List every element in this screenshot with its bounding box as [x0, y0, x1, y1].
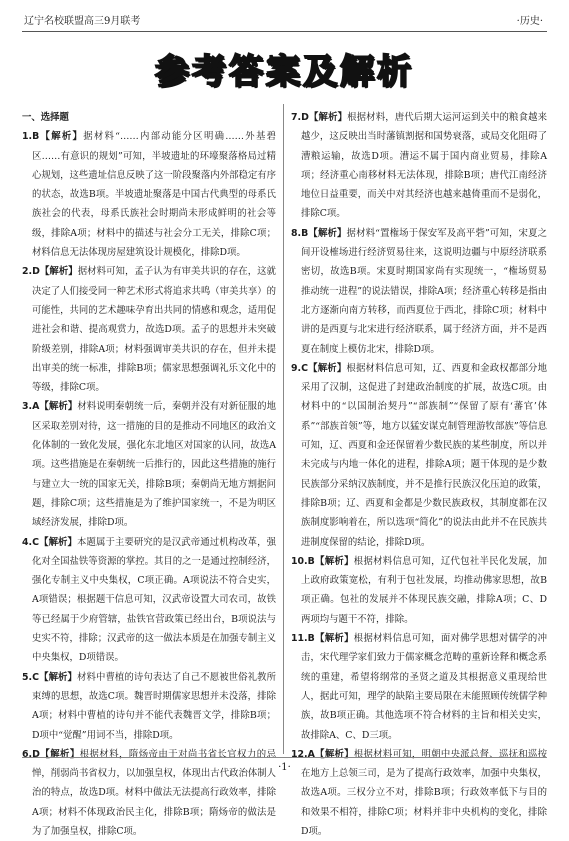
analysis-text: 材料中曹植的诗句表达了自己不愿被世俗礼教所束缚的思想，故选C项。魏晋时期儒家思想并未没落，排除A项；材料中曹植的诗句并不能代表魏晋文学，排除B项；D项中“觉醒”用词不当，排除D项。 — [32, 671, 276, 741]
item-number: 6. — [22, 748, 33, 760]
item-number: 9. — [291, 362, 302, 374]
item-answer: D — [32, 266, 40, 278]
analysis-tag: 【解析】 — [39, 266, 78, 278]
item-answer: A — [32, 401, 40, 413]
analysis-text: 根据材料信息可知，辽、西夏和金政权都部分地采用了汉制，这促进了封建政治制度的扩展，故选C项。由材料中的“以国制治契丹”“部族制”“保留了原有‘蕃官’体系”“部族首领”等，地方以猛安谋克制管理游牧部族”等信息可知，辽、西夏和金还保留着少数民族的某些制度，所以并未完成与内地一体化的进程，排除A项；题干体现的是少数民族部分采纳汉族制度，并不是推行民族汉化压迫的政策，排除B项；辽、西夏和金都是少数民族政权，其制度都在汉族制度影响着在，所以选项“简化”的说法由此并不在民族共进制度保留的结论，排除D项。 — [301, 362, 547, 548]
analysis-text: 本题属于主要研究的是汉武帝通过机构改革，强化对全国盐铁等资源的掌控。其目的之一是通过控制经济，强化专制主义中央集权，C项正确。A项说法不符合史实，A项错误；根据题干信息可知，汉武帝设置大司农司，故铁等已经属于少府管辖，盐铁官营政策已经出台，B项说法与史实不符，排除；汉武帝的这一做法本质是在加强专制主义中央集权，D项错误。 — [32, 536, 276, 664]
answer-item — [291, 224, 547, 359]
right-column — [291, 108, 547, 837]
section-heading: 一、选择题 — [22, 112, 69, 123]
item-answer: C — [32, 671, 39, 683]
item-answer: B — [307, 555, 315, 567]
item-number: 10. — [291, 555, 308, 567]
item-number: 3. — [22, 401, 33, 413]
item-number: 2. — [22, 266, 33, 278]
analysis-text: 根据材料，隋炀帝由于对尚书省长官权力的忌惮，削弱尚书省权力，以加强皇权，体现出古代政治体制人治的特点，故选D项。材料中做法无法提高行政效率，排除A项；材料不体现政治民主化，排除B项；隋炀帝的做法是为了加强皇权，排除C项。 — [32, 748, 276, 837]
answer-item — [22, 397, 276, 532]
item-answer: A — [307, 748, 315, 760]
header-divider — [22, 31, 547, 32]
answer-item — [291, 108, 547, 224]
answer-item — [22, 262, 276, 397]
analysis-tag: 【解析】 — [308, 227, 347, 239]
item-number: 12. — [291, 748, 308, 760]
answer-item — [291, 359, 547, 552]
analysis-text: 根据材料信息可知，面对佛学思想对儒学的冲击，宋代理学家们致力于儒家概念范畴的重新诠释和概念系统的重建，希望将纲常的圣贤之道及其根据意义重现给世人，据此可知，理学的缺陷主要局限在未能照顾传统儒学种族，故B项正确。其他选项不符合材料的主旨和相关史实，故排除A、C、D三项。 — [301, 633, 547, 741]
answer-item — [291, 629, 547, 745]
item-answer: B — [301, 227, 309, 239]
item-number: 4. — [22, 536, 33, 548]
item-answer: D — [32, 748, 40, 760]
analysis-text: 据材料“……内部动能分区明确……外基碧区……有意识的规划”可知，半坡遗址的环壕聚落格局过精心规划，这些遗址信息反映了这一阶段聚落内外部稳定有序的状态，故选B项。半坡遗址聚落是中国古代典型的母系氏族社会的代表，母系氏族社会时期尚未形成鲜明的社会等级，排除A项；材料中的描述与社会分工无关，排除C项；材料信息无法体现房屋建筑设计规模化，排除D项。 — [32, 131, 276, 259]
item-number: 5. — [22, 671, 33, 683]
analysis-text: 根据材料信息可知，辽代包社半民化发展，加上政府政策宽松，有利于包社发展，均推动佛家思想，故B项正确。包社的发展并不体现民族交融，排除A项；C、D两项均与题干不符，排除。 — [301, 555, 547, 625]
analysis-text: 据材料可知，孟子认为有审美共识的存在，这就决定了人们接受同一种艺术形式将追求共鸣（审美共享）的可能性，共同的艺术趣味孕育出共同的情感和观念，适用促进社会和谐、提高观赏力，故选D项。孟子的思想并未突破阶级差别，排除A项；材料强调审美共识的存在，但并未提出审美的统一标准，排除B项；儒家思想强调礼乐文化中的等级，排除C项。 — [32, 266, 276, 394]
analysis-text: 材料说明秦朝统一后，秦朝并没有对新征服的地区采取差别对待，这一措施的目的是推动不同地区的政治文化体制的一致化发展，强化东北地区对国家的认同，故选A项。这些措施是在秦朝统一后推行的，因此这些措施的施行与建立大一统的国家无关，排除B项；秦朝尚无地方割据问题，排除C项；这些措施是为了维护国家统一，不是为明区域经济发展，排除D项。 — [32, 401, 276, 529]
page-title: 参考答案及解析 — [155, 52, 414, 92]
footer-divider — [22, 757, 547, 758]
item-answer: C — [32, 536, 39, 548]
answer-item — [22, 127, 276, 262]
analysis-tag: 【解析】 — [38, 671, 78, 683]
column-divider — [283, 104, 284, 754]
subject-label: ·历史· — [516, 16, 543, 27]
item-answer: B — [307, 633, 315, 645]
item-number: 8. — [291, 227, 302, 239]
item-answer: D — [301, 112, 309, 123]
analysis-tag: 【解析】 — [39, 401, 78, 413]
item-answer: B — [32, 131, 40, 143]
analysis-tag: 【解析】 — [314, 748, 354, 760]
analysis-tag: 【解析】 — [307, 362, 347, 374]
exam-title: 辽宁名校联盟高三9月联考 — [24, 16, 141, 27]
answer-item — [22, 533, 276, 668]
analysis-text: 据材料“置権场于保安军及高平砦”可知，宋夏之间开设榷场进行经济贸易往来，这说明边疆与中原经济联系密切，故选B项。宋夏时期国家尚有实现统一，“権场贸易推动统一进程”的说法错误，排除A项；经济重心转移是指由北方逐渐向南方转移，而西夏位于西北，排除C项；材料中讲的是西夏与北宋进行经济联系，属于经济方面，并不是西夏在制度上模仿北宋，排除D项。 — [301, 227, 547, 355]
answer-item — [291, 552, 547, 629]
item-number: 7. — [291, 112, 302, 123]
answer-item — [291, 745, 547, 841]
item-answer: C — [301, 362, 308, 374]
left-column — [22, 108, 276, 837]
analysis-tag: 【解析】 — [308, 112, 348, 123]
analysis-tag: 【解析】 — [314, 555, 354, 567]
item-number: 11. — [291, 633, 308, 645]
answer-item — [22, 668, 276, 745]
page-header — [22, 14, 547, 30]
analysis-text: 根据材料可知，明朝中央派总督、巡抚和巡按在地方上总领三司，是为了提高行政效率，加强中央集权，故选A项。三权分立不对，排除B项；行政效率低下与目的和效果不相符，排除C项；材料并非中央机构的变化，排除D项。 — [301, 748, 547, 837]
analysis-tag: 【解析】 — [39, 131, 84, 143]
item-number: 1. — [22, 131, 33, 143]
analysis-tag: 【解析】 — [38, 536, 78, 548]
analysis-tag: 【解析】 — [39, 748, 80, 760]
page-number: ·1· — [278, 762, 291, 773]
answer-item — [22, 745, 276, 841]
analysis-tag: 【解析】 — [314, 633, 354, 645]
title-banner — [0, 50, 569, 94]
analysis-text: 根据材料，唐代后期大运河运到关中的粮食越来越少，这反映出当时藩镇割据和国势衰落，或局交化阻碍了漕粮运输，故选D项。漕运不属于国内商业贸易，排除A项；经济重心南移材料无法体现，排除B项；唐代江南经济地位日益重要，而关中对其经济也越来越倚重而不是弱化，排除C项。 — [301, 112, 547, 220]
